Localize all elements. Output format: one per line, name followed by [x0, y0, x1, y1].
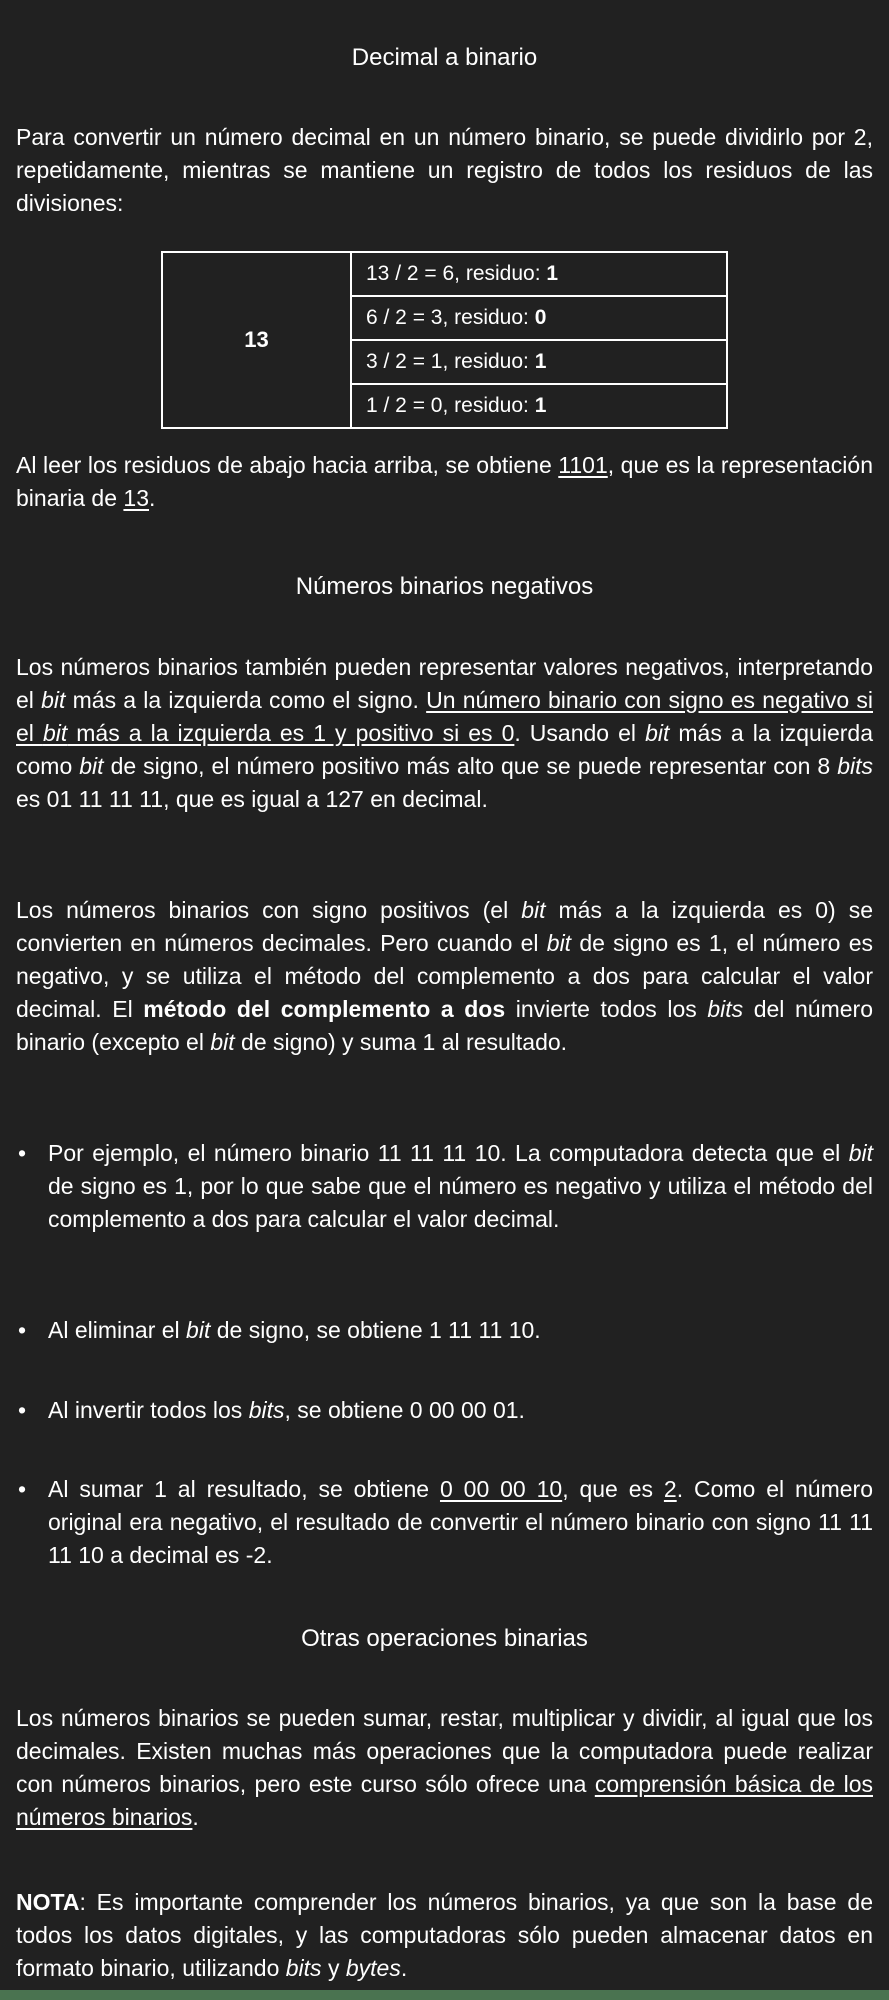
- table-row: [352, 385, 726, 427]
- footer-bar: [0, 1990, 889, 2000]
- text: más a la izquierda como el signo.: [65, 687, 427, 713]
- decimal-value: 2: [663, 1476, 677, 1502]
- remainder-value: 1: [534, 350, 547, 373]
- division-table: [161, 251, 728, 429]
- list-item: [16, 1137, 873, 1236]
- section-title-negative-binary: Números binarios negativos: [295, 573, 594, 600]
- text: de signo, el número positivo más alto que se puede representar con 8: [103, 753, 838, 779]
- term-twos-complement: método del complemento a dos: [143, 996, 506, 1022]
- text: , que es: [562, 1476, 664, 1502]
- division-expression: 6 / 2 = 3, residuo:: [366, 306, 529, 329]
- binary-result: 1101: [558, 452, 608, 478]
- bullet-icon: •: [18, 1317, 27, 1343]
- text: Al eliminar el: [48, 1317, 187, 1343]
- list-item: [16, 1473, 873, 1572]
- list-item: [16, 1314, 873, 1347]
- remainder-value: 1: [534, 394, 547, 417]
- term-bit: bit: [645, 720, 670, 746]
- remainder-value: 1: [546, 262, 559, 285]
- text: .: [192, 1804, 199, 1830]
- text: más a la izquierda como: [16, 720, 873, 779]
- term-bits: bits: [707, 996, 744, 1022]
- text: . Usando el: [514, 720, 646, 746]
- term-bit: bit: [210, 1029, 235, 1055]
- text: de signo, se obtiene 1 11 11 10.: [210, 1317, 541, 1343]
- term-bit: bit: [41, 687, 66, 713]
- term-bit: bit: [186, 1317, 211, 1343]
- text: de signo es 1, por lo que sabe que el número es negativo y utiliza el método del complemento a dos para calcular el valor decimal.: [48, 1173, 873, 1232]
- remainder-value: 0: [534, 306, 547, 329]
- bullet-icon: •: [18, 1397, 27, 1423]
- term-bit: bit: [848, 1140, 873, 1166]
- bullet-icon: •: [18, 1476, 27, 1502]
- table-row: [352, 253, 726, 297]
- list-item: [16, 1394, 873, 1427]
- other-operations-paragraph: [16, 1702, 873, 1834]
- text: invierte todos los: [505, 996, 708, 1022]
- intro-paragraph: Para convertir un número decimal en un número binario, se puede dividirlo por 2, repetidamente, mientras se mantiene un registro de todos los residuos de las divisiones:: [16, 124, 873, 216]
- division-expression: 3 / 2 = 1, residuo:: [366, 350, 529, 373]
- term-bit: bit: [79, 753, 104, 779]
- text: .: [400, 1955, 408, 1981]
- binary-result: 0 00 00 10: [439, 1476, 563, 1502]
- table-row: [352, 297, 726, 341]
- negative-paragraph-1: [16, 651, 873, 816]
- text: : Es importante comprender los números binarios, ya que son la base de todos los datos digitales, y las computadoras sólo pueden almacenar datos en formato binario, utilizando: [16, 1889, 873, 1981]
- term-bits: bits: [248, 1397, 285, 1423]
- text: de signo) y suma 1 al resultado.: [234, 1029, 568, 1055]
- text: y: [321, 1955, 346, 1981]
- table-steps: [352, 253, 726, 427]
- term-bit: bit: [546, 930, 572, 956]
- underlined-phrase: comprensión básica de los números binarios: [16, 1771, 873, 1830]
- text: .: [149, 485, 156, 511]
- note-label: NOTA: [16, 1889, 80, 1915]
- text: Un número binario con signo es negativo si el: [16, 687, 873, 746]
- text: más a la izquierda es 0) se convierten en números decimales. Pero cuando el: [16, 897, 873, 956]
- table-row: [352, 341, 726, 385]
- decimal-value: 13: [123, 485, 150, 511]
- text: Al leer los residuos de abajo hacia arriba, se obtiene: [16, 452, 559, 478]
- text: , se obtiene 0 00 00 01.: [284, 1397, 525, 1423]
- term-bits: bits: [837, 753, 873, 779]
- text: es 01 11 11 11, que es igual a 127 en decimal.: [16, 786, 488, 812]
- term-bit: bit: [521, 897, 546, 923]
- term-bytes: bytes: [345, 1955, 401, 1981]
- division-expression: 1 / 2 = 0, residuo:: [366, 394, 529, 417]
- section-title-other-operations: Otras operaciones binarias: [301, 1625, 588, 1652]
- text: Los números binarios se pueden sumar, restar, multiplicar y dividir, al igual que los decimales. Existen muchas más operaciones que la computadora puede realizar con números binarios, pero este curso sólo ofrece una: [16, 1705, 873, 1797]
- text: Al invertir todos los: [48, 1397, 249, 1423]
- text: Los números binarios también pueden representar valores negativos, interpretando el: [16, 654, 873, 713]
- conclusion-paragraph: [16, 449, 873, 515]
- negative-paragraph-2: [16, 894, 873, 1059]
- text: del número binario (excepto el: [16, 996, 873, 1055]
- division-expression: 13 / 2 = 6, residuo:: [366, 262, 541, 285]
- text: de signo es 1, el número es negativo, y se utiliza el método del complemento a dos para calcular el valor decimal. El: [16, 930, 874, 1022]
- text: más a la izquierda es 1 y positivo si es 0: [67, 720, 515, 746]
- note-paragraph: [16, 1886, 873, 1985]
- term-bits: bits: [285, 1955, 322, 1981]
- text: , que es la representación binaria de: [16, 452, 873, 511]
- term-bit: bit: [42, 720, 68, 746]
- text: . Como el número original era negativo, el resultado de convertir el número binario con signo 11 11 11 10 a decimal es -2.: [48, 1476, 873, 1568]
- text: Los números binarios con signo positivos (el: [16, 897, 522, 923]
- bullet-icon: •: [18, 1140, 27, 1166]
- table-number-cell: 13: [163, 253, 352, 427]
- section-title-decimal-to-binary: Decimal a binario: [351, 44, 538, 71]
- text: Al sumar 1 al resultado, se obtiene: [48, 1476, 440, 1502]
- text: Por ejemplo, el número binario 11 11 11 10. La computadora detecta que el: [48, 1140, 849, 1166]
